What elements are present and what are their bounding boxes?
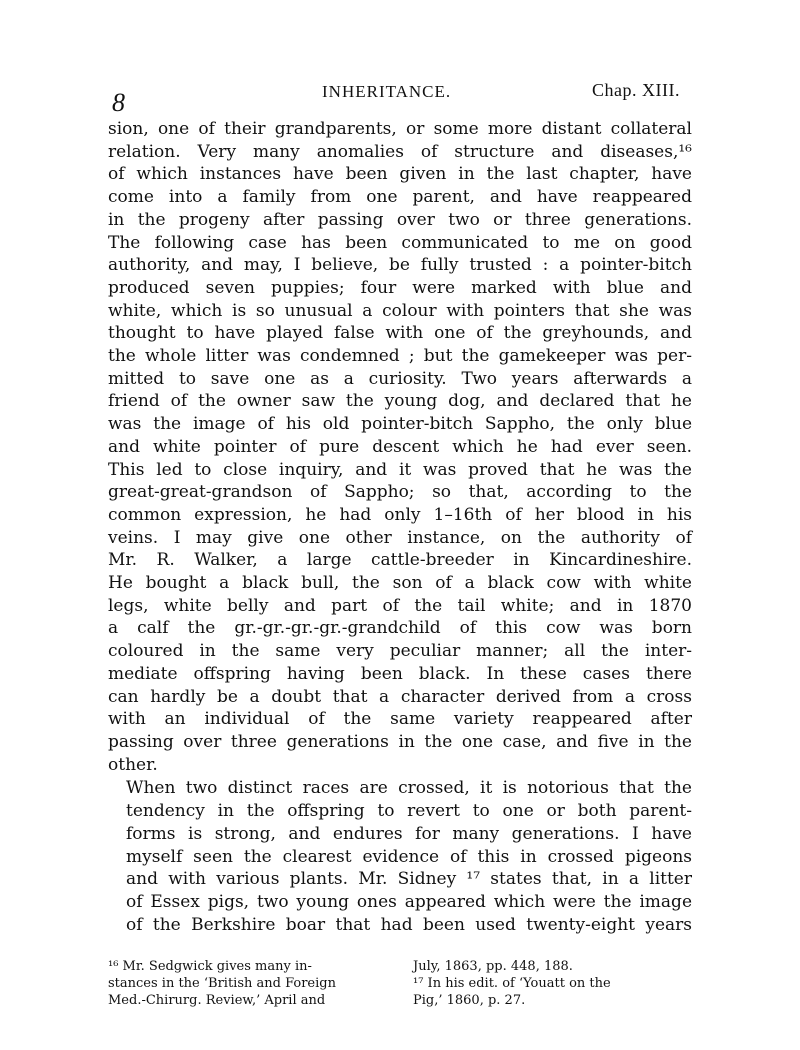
- text-line: other.: [108, 754, 158, 775]
- text-line: and with various plants. Mr. Sidney ¹⁷ states that, in a litter: [126, 869, 692, 890]
- text-line: and white pointer of pure descent which he had ever seen.: [108, 436, 692, 457]
- footnote-column-right: [413, 958, 696, 1009]
- footnote-column-left: [108, 958, 391, 1009]
- text-line: authority, and may, I believe, be fully trusted : a pointer-bitch: [108, 255, 692, 276]
- footnote-line: Pig,’ 1860, p. 27.: [413, 993, 526, 1008]
- text-line: in the progeny after passing over two or three generations.: [108, 209, 692, 230]
- text-line: He bought a black bull, the son of a black cow with white: [108, 573, 692, 594]
- footnote-line: Med.-Chirurg. Review,’ April and: [108, 993, 326, 1008]
- text-line: of the Berkshire boar that had been used twenty-eight years: [126, 914, 692, 935]
- text-line: of which instances have been given in the last chapter, have: [108, 164, 692, 185]
- page-number: 8: [112, 88, 125, 117]
- text-line: common expression, he had only 1–16th of her blood in his: [108, 504, 692, 525]
- footnote-line: stances in the ‘British and Foreign: [108, 976, 336, 991]
- text-line: Mr. R. Walker, a large cattle-breeder in Kincardineshire.: [108, 550, 692, 571]
- footnote-line: ¹⁶ Mr. Sedgwick gives many in-: [108, 959, 312, 974]
- text-line: legs, white belly and part of the tail white; and in 1870: [108, 595, 692, 616]
- text-line: produced seven puppies; four were marked with blue and: [108, 277, 692, 298]
- text-line: the whole litter was condemned ; but the gamekeeper was per-: [108, 346, 692, 367]
- footnote-line: July, 1863, pp. 448, 188.: [413, 959, 573, 974]
- text-line: come into a family from one parent, and have reappeared: [108, 187, 692, 208]
- text-line: passing over three generations in the one case, and five in the: [108, 731, 692, 752]
- text-line: was the image of his old pointer-bitch Sappho, the only blue: [108, 414, 692, 435]
- text-line: a calf the gr.-gr.-gr.-gr.-grandchild of this cow was born: [108, 618, 692, 639]
- text-line: coloured in the same very peculiar manner; all the inter-: [108, 641, 692, 662]
- text-line: with an individual of the same variety reappeared after: [108, 709, 692, 730]
- text-line: thought to have played false with one of the greyhounds, and: [108, 323, 692, 344]
- paragraph-2: [108, 777, 692, 936]
- chapter-label: Chap. XIII.: [592, 80, 680, 100]
- footnote-line: ¹⁷ In his edit. of ‘Youatt on the: [413, 976, 611, 991]
- text-line: relation. Very many anomalies of structure and diseases,¹⁶: [108, 141, 692, 162]
- text-line: The following case has been communicated to me on good: [108, 232, 692, 253]
- text-line: mitted to save one as a curiosity. Two years afterwards a: [108, 368, 692, 389]
- running-head: INHERITANCE.: [322, 82, 452, 101]
- text-line: of Essex pigs, two young ones appeared which were the image: [126, 891, 692, 912]
- text-line: can hardly be a doubt that a character derived from a cross: [108, 686, 692, 707]
- text-line: sion, one of their grandparents, or some more distant collateral: [108, 119, 692, 139]
- footnotes: [108, 958, 698, 1009]
- text-line: When two distinct races are crossed, it is notorious that the: [126, 778, 692, 799]
- text-line: great-great-grandson of Sappho; so that, according to the: [108, 482, 692, 503]
- body-text: [108, 118, 692, 936]
- text-line: forms is strong, and endures for many generations. I have: [126, 823, 692, 844]
- text-line: veins. I may give one other instance, on the authority of: [108, 527, 692, 548]
- text-line: tendency in the offspring to revert to one or both parent-: [126, 801, 692, 822]
- text-line: mediate offspring having been black. In these cases there: [108, 663, 692, 684]
- text-line: This led to close inquiry, and it was proved that he was the: [108, 459, 692, 480]
- paragraph-1: [108, 118, 692, 776]
- text-line: white, which is so unusual a colour with pointers that she was: [108, 300, 692, 321]
- text-line: myself seen the clearest evidence of this in crossed pigeons: [126, 846, 692, 867]
- text-line: friend of the owner saw the young dog, and declared that he: [108, 391, 692, 412]
